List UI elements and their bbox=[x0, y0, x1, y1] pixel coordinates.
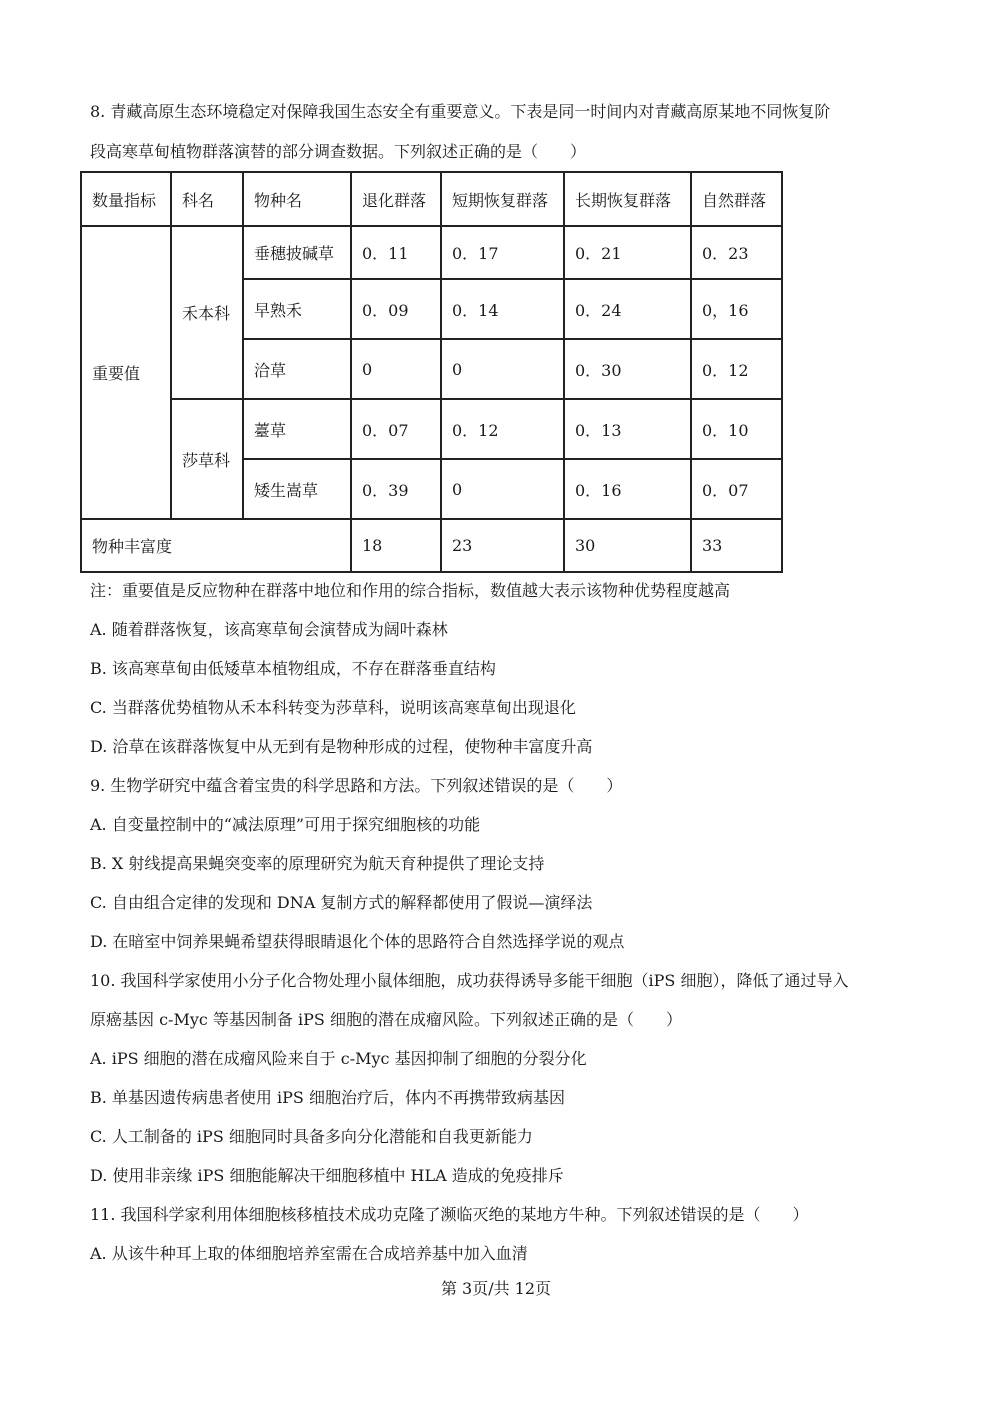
species-cell: 洽草 bbox=[243, 339, 351, 399]
species-cell: 薹草 bbox=[243, 399, 351, 459]
value-cell: 0．23 bbox=[691, 226, 782, 279]
table-header-cell: 自然群落 bbox=[691, 172, 782, 226]
value-cell: 0．11 bbox=[351, 226, 441, 279]
value-cell: 0．10 bbox=[691, 399, 782, 459]
table-header-cell: 长期恢复群落 bbox=[564, 172, 691, 226]
value-cell: 0 bbox=[351, 339, 441, 399]
question-10-stem-line-1: 10. 我国科学家使用小分子化合物处理小鼠体细胞，成功获得诱导多能干细胞（iPS 细胞），降低了通过导入 bbox=[90, 971, 849, 990]
table-header-row bbox=[81, 172, 782, 226]
value-cell: 18 bbox=[351, 519, 441, 572]
value-cell: 0．12 bbox=[441, 399, 564, 459]
question-9-option-a: A. 自变量控制中的“减法原理”可用于探究细胞核的功能 bbox=[90, 815, 481, 834]
table-header-cell: 退化群落 bbox=[351, 172, 441, 226]
question-10-option-b: B. 单基因遗传病患者使用 iPS 细胞治疗后，体内不再携带致病基因 bbox=[90, 1088, 565, 1107]
value-cell: 0．39 bbox=[351, 459, 441, 519]
question-8-option-a: A. 随着群落恢复，该高寒草甸会演替成为阔叶森林 bbox=[90, 620, 448, 639]
value-cell: 23 bbox=[441, 519, 564, 572]
value-cell: 0．17 bbox=[441, 226, 564, 279]
question-9-option-c: C. 自由组合定律的发现和 DNA 复制方式的解释都使用了假说—演绎法 bbox=[90, 893, 593, 912]
table-row bbox=[81, 519, 782, 572]
richness-label-cell: 物种丰富度 bbox=[81, 519, 351, 572]
value-cell: 0．21 bbox=[564, 226, 691, 279]
table-header-cell: 短期恢复群落 bbox=[441, 172, 564, 226]
value-cell: 0．16 bbox=[564, 459, 691, 519]
table-header-cell: 科名 bbox=[171, 172, 243, 226]
question-10-option-a: A. iPS 细胞的潜在成瘤风险来自于 c-Myc 基因抑制了细胞的分裂分化 bbox=[90, 1049, 587, 1068]
value-cell: 0 bbox=[441, 459, 564, 519]
table-row bbox=[81, 226, 782, 279]
question-11-option-a: A. 从该牛种耳上取的体细胞培养室需在合成培养基中加入血清 bbox=[90, 1244, 528, 1263]
question-9-option-d: D. 在暗室中饲养果蝇希望获得眼睛退化个体的思路符合自然选择学说的观点 bbox=[90, 932, 625, 951]
table-header-cell: 物种名 bbox=[243, 172, 351, 226]
value-cell: 0．13 bbox=[564, 399, 691, 459]
question-9-option-b: B. X 射线提高果蝇突变率的原理研究为航天育种提供了理论支持 bbox=[90, 854, 545, 873]
value-cell: 33 bbox=[691, 519, 782, 572]
family-cell: 禾本科 bbox=[171, 226, 243, 399]
value-cell: 0．14 bbox=[441, 279, 564, 339]
value-cell: 0．24 bbox=[564, 279, 691, 339]
table-note: 注：重要值是反应物种在群落中地位和作用的综合指标，数值越大表示该物种优势程度越高 bbox=[90, 581, 731, 600]
question-8-option-c: C. 当群落优势植物从禾本科转变为莎草科，说明该高寒草甸出现退化 bbox=[90, 698, 576, 717]
table-header-cell: 数量指标 bbox=[81, 172, 171, 226]
question-10-option-d: D. 使用非亲缘 iPS 细胞能解决干细胞移植中 HLA 造成的免疫排斥 bbox=[90, 1166, 564, 1185]
question-10-stem-line-2: 原癌基因 c-Myc 等基因制备 iPS 细胞的潜在成瘤风险。下列叙述正确的是（ ） bbox=[90, 1010, 682, 1029]
survey-data-table bbox=[80, 171, 783, 573]
question-8-stem-line-2: 段高寒草甸植物群落演替的部分调查数据。下列叙述正确的是（ ） bbox=[90, 142, 587, 161]
family-cell: 莎草科 bbox=[171, 399, 243, 519]
question-8-stem-line-1: 8. 青藏高原生态环境稳定对保障我国生态安全有重要意义。下表是同一时间内对青藏高原某地不同恢复阶 bbox=[90, 102, 831, 121]
value-cell: 0 bbox=[441, 339, 564, 399]
species-cell: 早熟禾 bbox=[243, 279, 351, 339]
metric-label-cell: 重要值 bbox=[81, 226, 171, 519]
value-cell: 0．30 bbox=[564, 339, 691, 399]
table-row bbox=[81, 399, 782, 459]
question-10-option-c: C. 人工制备的 iPS 细胞同时具备多向分化潜能和自我更新能力 bbox=[90, 1127, 533, 1146]
question-9-stem: 9. 生物学研究中蕴含着宝贵的科学思路和方法。下列叙述错误的是（ ） bbox=[90, 776, 623, 795]
value-cell: 0．07 bbox=[691, 459, 782, 519]
value-cell: 0，16 bbox=[691, 279, 782, 339]
species-cell: 矮生嵩草 bbox=[243, 459, 351, 519]
value-cell: 30 bbox=[564, 519, 691, 572]
page-footer: 第 3页/共 12页 bbox=[440, 1279, 552, 1298]
value-cell: 0．09 bbox=[351, 279, 441, 339]
value-cell: 0．07 bbox=[351, 399, 441, 459]
question-8-option-b: B. 该高寒草甸由低矮草本植物组成，不存在群落垂直结构 bbox=[90, 659, 496, 678]
question-8-option-d: D. 洽草在该群落恢复中从无到有是物种形成的过程，使物种丰富度升高 bbox=[90, 737, 593, 756]
value-cell: 0．12 bbox=[691, 339, 782, 399]
species-cell: 垂穗披碱草 bbox=[243, 226, 351, 279]
question-11-stem: 11. 我国科学家利用体细胞核移植技术成功克隆了濒临灭绝的某地方牛种。下列叙述错误的是（ ） bbox=[90, 1205, 809, 1224]
